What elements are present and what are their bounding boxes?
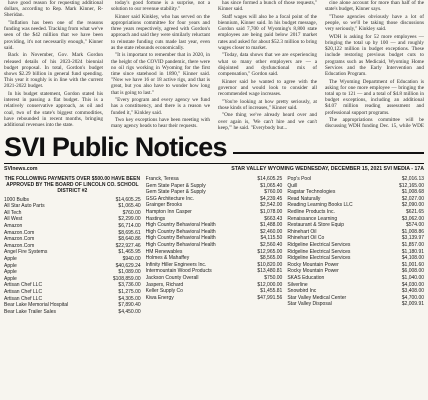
payee-name: Gem State Paper & Supply [145, 182, 206, 189]
payment-amount: $4,700.00 [401, 294, 424, 301]
payee-name: Renaissance Learning [287, 215, 338, 222]
payment-row [146, 183, 283, 190]
payment-row [146, 229, 283, 236]
payee-name: Artisan Chef LLC [4, 295, 43, 302]
article-paragraph: Kinner said Kinkley, who has served on the appropriations committee for four years and three years respectively, agreed with Gordon's approach and said they were similarly reluctant to reinstate funding cuts made last year, even as the state rebounds economically. [111, 13, 210, 51]
payment-row [287, 262, 424, 269]
payment-amount: $22,927.46 [115, 242, 141, 249]
article-paragraph: Kinner said he wanted to agree with the governor and would look to consider all recommended wage increases. [218, 78, 317, 98]
payment-row [287, 242, 424, 249]
payment-row [146, 235, 283, 242]
payment-amount: $574.00 [405, 222, 424, 229]
payment-row [146, 262, 283, 269]
payment-amount: $2,009.91 [401, 301, 424, 308]
payee-name: Jaspers, Richard [145, 281, 184, 288]
payment-amount: $40,629.24 [115, 262, 141, 269]
article-paragraph: "Every program and every agency we fund has a constituency, and there is a reason we funded it," Kinkley said. [111, 97, 210, 116]
payment-amount: $1,065.40 [260, 182, 283, 189]
payee-name: Intermountain Wood Products [145, 268, 212, 275]
article-paragraph: The appropriations committee will be discussing WDH funding Dec. 15, while WDE [325, 117, 424, 130]
article-paragraph: Back in November, Gov. Mark Gordon released details of his 2023-2024 biennial budget proposal. In total, Gordon's budget shows $2.29 billion in general fund spending. This year it roughly is in line with the current 2021-2022 budget. [4, 52, 103, 90]
payee-name: Restaurant & Store Equip [287, 222, 345, 229]
payment-row [4, 289, 141, 296]
payment-row [4, 210, 141, 217]
payee-name: Franck, Teresa [145, 176, 179, 182]
payment-row [146, 242, 283, 249]
payee-name: Ridgeline Electrical Services [287, 241, 351, 248]
article-paragraph: "It is important to remember that in 2020, in the height of the COVID pandemic, there were no oil rigs working in Wyoming for the first time since statehood in 1890," Kinner said. "Now we have 16 or 18 active rigs, and that is great, but you also have to wonder how long that is going to last." [111, 52, 210, 96]
payment-row [4, 282, 141, 289]
payment-row [287, 301, 424, 308]
payee-name: Holmes & Mahaffey [145, 255, 190, 262]
payment-row [287, 288, 424, 295]
payment-amount: $1,008.86 [401, 228, 424, 235]
article-column [218, 0, 317, 130]
payee-name: Grainger Brooks [145, 202, 183, 209]
payment-row [4, 216, 141, 223]
payment-amount: $663.43 [264, 215, 283, 222]
payee-name: Redline Products Inc. [287, 208, 335, 215]
site-url: SVInews.com [4, 165, 38, 172]
payee-name: Amazon [4, 222, 23, 229]
payment-amount: $940.00 [122, 255, 141, 262]
payment-amount: $3,139.97 [401, 235, 424, 242]
banner-rule [233, 152, 424, 154]
payment-row [287, 249, 424, 256]
payment-row [287, 209, 424, 216]
payment-amount: $14,605.25 [257, 176, 283, 182]
payment-row [287, 235, 424, 242]
payment-amount: $1,065.40 [118, 203, 141, 210]
payment-amount: $108,859.00 [112, 275, 141, 282]
payee-name: Hastings [145, 215, 166, 222]
payee-name: SKAS Education [287, 274, 325, 281]
article-paragraph: "Inflation has been one of the reasons funding was needed. Tracking from what we've seen of the $42 million that we have been providing, it's not necessarily enough," Kinner said. [4, 20, 103, 51]
payment-amount: $2,542.00 [260, 202, 283, 209]
payee-name: Rhinehart Oil Co [287, 235, 325, 242]
payment-amount: $13,480.81 [257, 268, 283, 275]
payment-amount: $8,695.61 [118, 229, 141, 236]
payment-row [287, 229, 424, 236]
payment-amount: $1,078.00 [260, 208, 283, 215]
payment-amount: $12,165.00 [398, 182, 424, 189]
banner-title: SVI Public Notices [4, 132, 227, 162]
article-paragraph: today's good fortune is a surprise, not a solution to our revenue stability." [111, 0, 210, 13]
payment-row [4, 236, 141, 243]
payment-amount: $1,089.00 [118, 269, 141, 276]
payment-amount: $12,965.00 [257, 248, 283, 255]
notice-heading-line: THE FOLLOWING PAYMENTS OVER $500.00 HAVE BEEN [4, 176, 141, 182]
payee-name: Ridgeline Electrical Services [287, 248, 351, 255]
article-paragraph: "Today, data shows that we are experiencing what so many other employers are — a disjointed and dysfunctional mix of compensation," Gordon said. [218, 52, 317, 78]
article-column [111, 0, 210, 130]
payment-amount: $8,565.00 [260, 255, 283, 262]
payee-name: Read Naturally [287, 195, 321, 202]
payment-row [146, 196, 283, 203]
payment-row [146, 282, 283, 289]
payment-row [4, 243, 141, 250]
payment-row [146, 222, 283, 229]
payment-row [4, 269, 141, 276]
article-continuation-columns [4, 0, 424, 130]
payment-row [287, 202, 424, 209]
payment-row [4, 203, 141, 210]
payment-amount: $1,008.68 [401, 189, 424, 196]
payment-row [287, 176, 424, 183]
payment-row [287, 196, 424, 203]
payment-row [146, 202, 283, 209]
payment-amount: $1,488.00 [260, 222, 283, 229]
notice-heading-line: APPROVED BY THE BOARD OF LINCOLN CO. SCHOOL DISTRICT #2 [6, 182, 139, 195]
payment-row [146, 176, 283, 183]
payment-amount: $14,605.25 [115, 196, 141, 203]
payee-name: Infinity Hiller Engineers Inc. [145, 261, 207, 268]
payment-row [287, 255, 424, 262]
article-paragraph: In his budget statement, Gordon stated his interest in passing a flat budget. This is a relatively conservative approach, as oil and coal, two of the state's biggest commodities, have rebounded in recent months, bringing additional revenues into the state. [4, 91, 103, 129]
payee-name: Quill [287, 182, 298, 189]
payee-name: Apple [4, 269, 17, 276]
payment-row [4, 249, 141, 256]
article-paragraph: has since formed a bunch of those requests," Kinner said. [218, 0, 317, 13]
payment-row [4, 197, 141, 204]
payee-name: Keller Supply Co [145, 288, 183, 295]
payee-name: Hampton Inn Casper [145, 208, 192, 215]
payee-name: High Country Behavioral Health [145, 241, 216, 248]
payment-row [146, 249, 283, 256]
payment-amount: $4,030.00 [401, 281, 424, 288]
payee-name: 1000 Bulbs [4, 196, 30, 203]
payment-amount: $1,857.00 [401, 241, 424, 248]
payment-row [4, 302, 141, 309]
payment-amount: $621.65 [405, 208, 424, 215]
payment-column [4, 176, 141, 400]
payment-amount: $7,890.40 [118, 302, 141, 309]
payment-amount: $2,299.00 [118, 216, 141, 223]
payee-name: All Star Auto Parts [4, 203, 45, 210]
payment-row [4, 256, 141, 263]
payment-column [287, 176, 424, 400]
payment-amount: $2,016.13 [401, 176, 424, 182]
payment-amount: $1,180.91 [401, 248, 424, 255]
notice-heading [4, 176, 141, 195]
payment-amount: $3,062.00 [401, 215, 424, 222]
payment-amount: $2,460.00 [260, 228, 283, 235]
payment-amount: $1,001.60 [401, 261, 424, 268]
payment-amount: $2,090.00 [401, 202, 424, 209]
article-paragraph: Two key exceptions have been meeting with many agency heads to hear their requests. [111, 117, 210, 130]
payment-row [287, 222, 424, 229]
payment-row [287, 282, 424, 289]
payment-row [4, 230, 141, 237]
payee-name: Rhinehart Oil [287, 228, 317, 235]
payee-name: Pop's Pool [287, 176, 312, 182]
payment-row [146, 255, 283, 262]
masthead-info: STAR VALLEY WYOMING WEDNESDAY, DECEMBER 15, 2021 SVI MEDIA - 17A [231, 165, 424, 172]
payment-amount: $760.00 [122, 209, 141, 216]
article-paragraph: Staff wages will also be a focal point of the biennium, Kinner said. In his budget message, Gordon said 7,700 of Wyoming's 8,800 state employees are being paid below 2017 market rates and asked for about $52.3 million to bring wages closer to market. [218, 13, 317, 51]
payment-amount: $3,408.00 [401, 288, 424, 295]
payee-name: Gem State Paper & Supply [145, 189, 206, 196]
payment-row [287, 295, 424, 302]
article-paragraph: WDH is asking for 52 more employees — bringing the total up by 100 — and roughly $20,122 million in budget exceptions. These include restoring previous budget cuts to programs such as Medicaid, Wyoming Home Services and the Early Intervention and Education Program. [325, 33, 424, 78]
payment-row [4, 276, 141, 283]
payment-amount: $2,027.00 [401, 195, 424, 202]
payee-name: All Tech [4, 209, 22, 216]
payee-name: Bear Lake Trailer Sales [4, 308, 56, 315]
article-paragraph: "Those agencies obviously have a lot of people, so we'll be taking those discussions very seriously," Kinkley said. [325, 13, 424, 33]
payee-name: Artisan Chef LLC [4, 282, 43, 289]
payment-row [287, 189, 424, 196]
payee-name: High Country Behavioral Health [145, 235, 216, 242]
payment-row [4, 309, 141, 316]
payee-name: Snowbird Inc [287, 288, 317, 295]
masthead-dateline [4, 163, 424, 173]
section-banner [4, 133, 424, 161]
payment-amount: $47,991.56 [257, 294, 283, 301]
payee-name: Angel Fire Systems [4, 249, 48, 256]
payment-amount: $760.00 [264, 189, 283, 196]
payee-name: Star Valley Disposal [287, 301, 332, 308]
payee-name: Apple [4, 275, 17, 282]
payee-name: Kiwa Energy [145, 294, 174, 301]
article-paragraph: cine alone account for more than half of the state's budget, Kinner says. [325, 0, 424, 13]
payee-name: GSG Architecture Inc. [145, 195, 195, 202]
payment-row [4, 263, 141, 270]
payee-name: Rocky Mountain Power [287, 261, 339, 268]
article-column [4, 0, 103, 130]
payment-amount: $1,040.00 [401, 274, 424, 281]
payment-amount: $3,736.00 [118, 282, 141, 289]
payee-name: All West [4, 216, 23, 223]
payee-name: Apple [4, 255, 17, 262]
payment-row [4, 223, 141, 230]
payment-row [146, 275, 283, 282]
payment-amount: $6,714.00 [118, 222, 141, 229]
payment-row [4, 296, 141, 303]
payee-name: Amazon.Com [4, 229, 35, 236]
article-paragraph: The Wyoming Department of Education is asking for one more employee — bringing the total up to 121 — and a total of $4.8 million in budget exceptions, including an additional $4.07 million reading assessment and professional support programs. [325, 78, 424, 116]
payment-amount: $4,115.50 [260, 235, 283, 242]
payee-name: Amazon.Com [4, 236, 35, 243]
payment-amount: $1,275.00 [118, 288, 141, 295]
payment-row [146, 209, 283, 216]
payment-row [146, 295, 283, 302]
payee-name: Ragstar Technologies [287, 189, 336, 196]
payee-name: High Country Behavioral Health [145, 228, 216, 235]
article-column [325, 0, 424, 130]
payment-amount: $4,108.00 [401, 255, 424, 262]
payee-name: Silverline [287, 281, 308, 288]
payment-amount: $4,239.45 [260, 195, 283, 202]
payment-amount: $4,305.00 [118, 295, 141, 302]
article-paragraph: "You're looking at how pretty seriously, at those kinds of increases," Kinner said. [218, 98, 317, 111]
payee-name: Jackson County Overall [145, 274, 199, 281]
payment-amount: $4,450.00 [118, 308, 141, 315]
payment-column [146, 176, 283, 400]
article-paragraph: have good reason for requesting additional dollars, according to Rep. Mark Kinner, R-Sheridan. [4, 0, 103, 19]
payee-name: Amazon.Com [4, 242, 35, 249]
payee-name: High Country Behavioral Health [145, 222, 216, 229]
payment-amount: $8,640.86 [118, 236, 141, 243]
payment-row [287, 183, 424, 190]
article-paragraph: "One thing we've already heard over and over again is, 'We can't hire and we can't keep,'" he said. "Everybody but... [218, 112, 317, 130]
payment-row [287, 275, 424, 282]
payment-row [146, 288, 283, 295]
payee-name: Apple [4, 262, 17, 269]
payee-name: Rocky Mountain Power [287, 268, 339, 275]
payee-name: Ridgeline Electrical Services [287, 255, 351, 262]
payment-row [287, 268, 424, 275]
payment-amount: $12,000.00 [257, 281, 283, 288]
payment-amount: $750.00 [264, 274, 283, 281]
payment-row [146, 216, 283, 223]
payee-name: Reading Learning Books LLC [287, 202, 353, 209]
payee-name: HM Renewables [145, 248, 183, 255]
payment-amount: $6,008.00 [401, 268, 424, 275]
payment-row [146, 268, 283, 275]
payment-notice-table [4, 176, 424, 400]
payee-name: Star Valley Medical Center [287, 294, 347, 301]
payment-amount: $2,560.40 [260, 241, 283, 248]
payee-name: Bear Lake Memorial Hospital [4, 302, 69, 309]
payment-amount: $1,455.81 [260, 288, 283, 295]
payment-amount: $10,820.00 [257, 261, 283, 268]
payment-row [146, 189, 283, 196]
payment-amount: $1,465.95 [118, 249, 141, 256]
payee-name: Artisan Chef LLC [4, 288, 43, 295]
payment-row [287, 216, 424, 223]
